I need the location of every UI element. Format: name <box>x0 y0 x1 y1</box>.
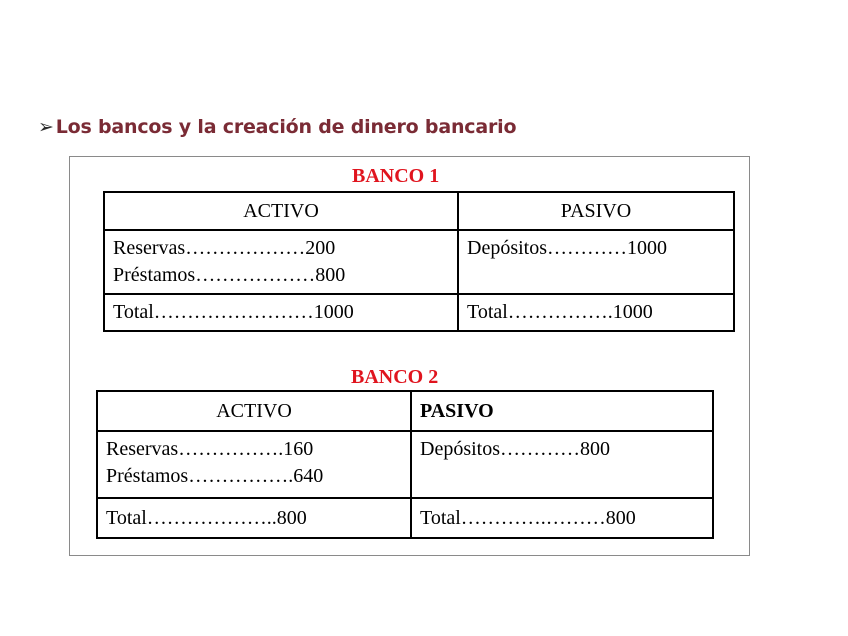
table-header-row <box>97 391 713 431</box>
table-row <box>97 431 713 498</box>
prestamos-line: Préstamos………………800 <box>113 264 346 286</box>
depositos-line: Depósitos…………800 <box>420 438 610 460</box>
pasivo-total: Total…………….1000 <box>458 294 734 331</box>
activo-header: ACTIVO <box>104 192 458 230</box>
activo-header: ACTIVO <box>97 391 411 431</box>
bank-1-balance-table <box>103 191 735 332</box>
arrow-bullet-icon: ➢ <box>38 116 54 138</box>
depositos-line: Depósitos…………1000 <box>467 237 667 259</box>
bank-2-balance-table <box>96 390 714 539</box>
activo-total: Total………………..800 <box>97 498 411 538</box>
table-total-row <box>104 294 734 331</box>
pasivo-items-cell <box>411 431 713 498</box>
table-header-row <box>104 192 734 230</box>
bank-1-title: BANCO 1 <box>352 165 440 187</box>
pasivo-total: Total………….………800 <box>411 498 713 538</box>
reservas-line: Reservas…………….160 <box>106 438 314 460</box>
pasivo-header: PASIVO <box>458 192 734 230</box>
table-total-row <box>97 498 713 538</box>
section-heading <box>38 116 516 138</box>
activo-items-cell <box>104 230 458 294</box>
activo-total: Total……………………1000 <box>104 294 458 331</box>
activo-items-cell <box>97 431 411 498</box>
reservas-line: Reservas………………200 <box>113 237 336 259</box>
section-heading-text: Los bancos y la creación de dinero bancario <box>55 116 517 138</box>
table-row <box>104 230 734 294</box>
prestamos-line: Préstamos…………….640 <box>106 465 324 487</box>
pasivo-header: PASIVO <box>411 391 713 431</box>
pasivo-items-cell <box>458 230 734 294</box>
bank-2-title: BANCO 2 <box>351 366 439 388</box>
